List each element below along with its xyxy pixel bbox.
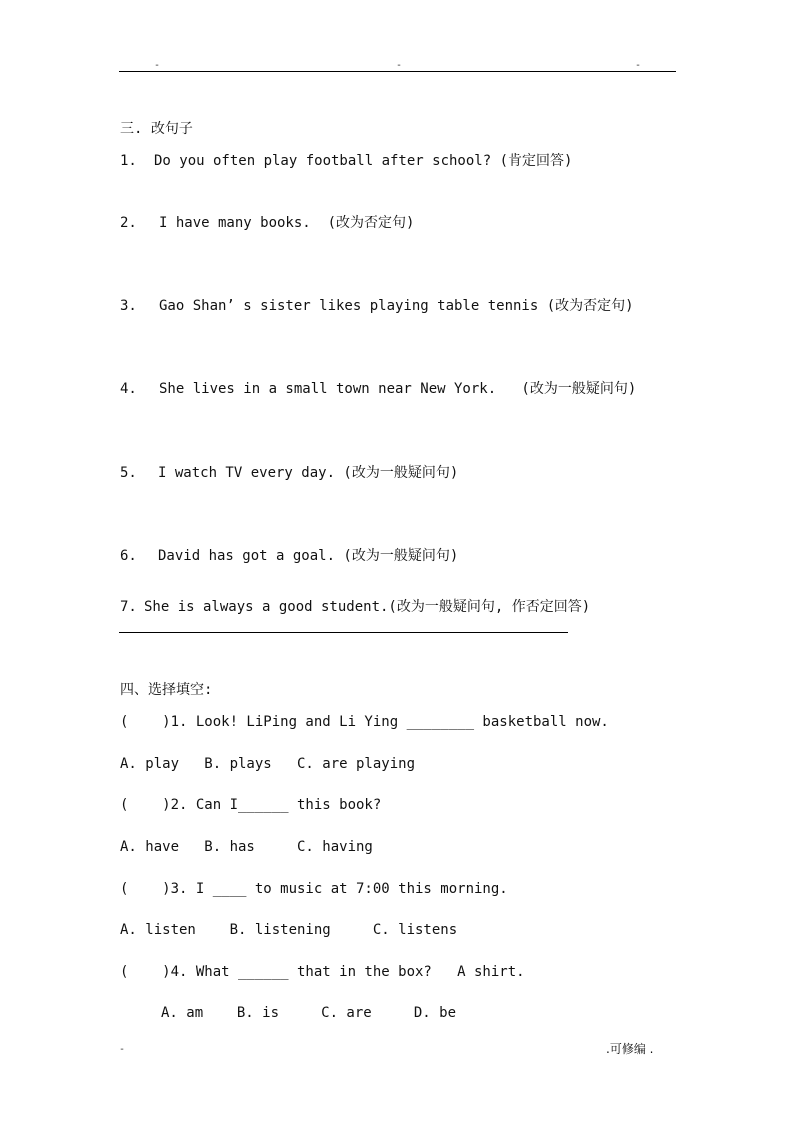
footer-text: .可修编 . — [606, 1042, 654, 1056]
s3-item-3-text: Gao Shan’ s sister likes playing table tennis (改为否定句) — [159, 298, 634, 314]
header-mark-left: - — [154, 60, 161, 71]
header-mark-center: - — [396, 60, 403, 71]
s3-item-5-number: 5. — [120, 465, 137, 481]
q2-question: ( )2. Can I______ this book? — [120, 797, 382, 813]
q3-options: A. listen B. listening C. listens — [120, 922, 458, 938]
s3-item-3-number: 3. — [120, 298, 137, 314]
header-rule — [119, 71, 676, 72]
s3-item-6-text: David has got a goal. (改为一般疑问句) — [158, 548, 459, 564]
s3-item-7-number: 7. — [120, 599, 137, 615]
s3-item-1-text: Do you often play football after school? (肯定回答) — [154, 153, 573, 169]
section3-title: 三. 改句子 — [120, 121, 193, 137]
s3-item-6-number: 6. — [120, 548, 137, 564]
answer-line — [119, 632, 568, 633]
s3-item-4-number: 4. — [120, 381, 137, 397]
q3-question: ( )3. I ____ to music at 7:00 this morning. — [120, 881, 508, 897]
footer-mark-left: - — [119, 1044, 126, 1055]
q1-options: A. play B. plays C. are playing — [120, 756, 416, 772]
header-mark-right: - — [635, 60, 642, 71]
q1-question: ( )1. Look! LiPing and Li Ying ________ basketball now. — [120, 714, 609, 730]
q4-options: A. am B. is C. are D. be — [161, 1005, 457, 1021]
s3-item-2-text: I have many books. (改为否定句) — [159, 215, 415, 231]
s3-item-4-text: She lives in a small town near New York. (改为一般疑问句) — [159, 381, 637, 397]
q4-question: ( )4. What ______ that in the box? A shirt. — [120, 964, 525, 980]
s3-item-2-number: 2. — [120, 215, 137, 231]
s3-item-1-number: 1. — [120, 153, 137, 169]
section4-title: 四、选择填空: — [120, 682, 213, 698]
s3-item-7-text: She is always a good student.(改为一般疑问句, 作否定回答) — [144, 599, 591, 615]
s3-item-5-text: I watch TV every day. (改为一般疑问句) — [158, 465, 459, 481]
q2-options: A. have B. has C. having — [120, 839, 373, 855]
